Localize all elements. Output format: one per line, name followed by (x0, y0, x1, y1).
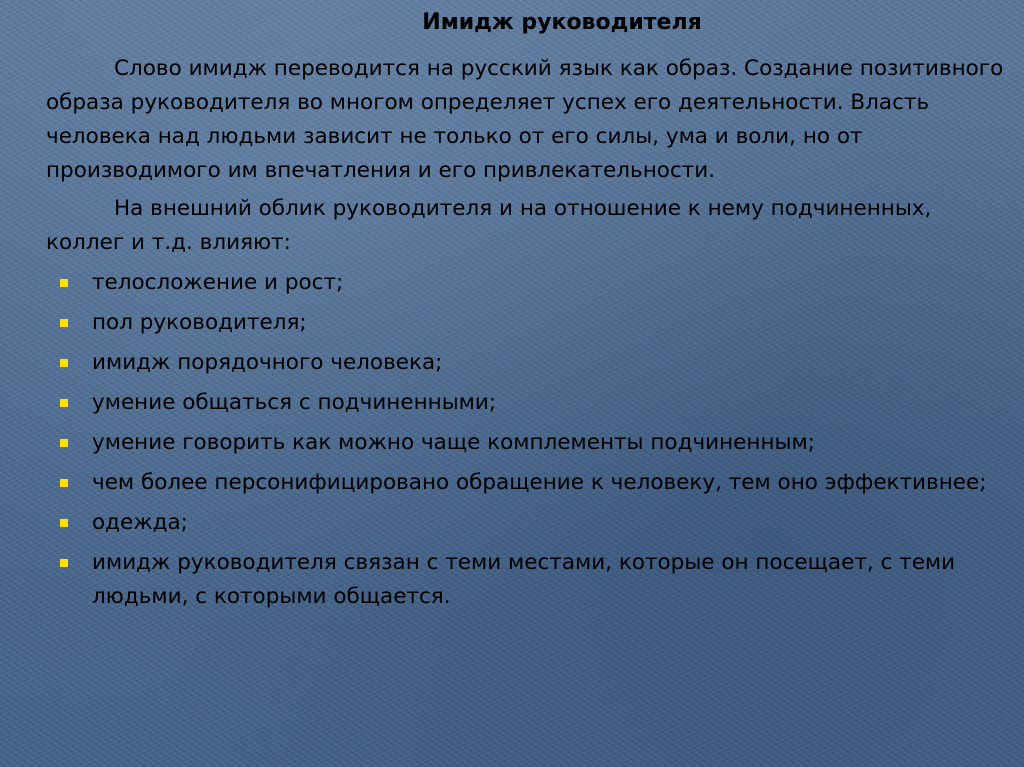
square-bullet-icon (60, 399, 68, 407)
list-item (46, 386, 1014, 420)
influence-paragraph: На внешний облик руководителя и на отношение к нему подчиненных, коллег и т.д. влияют: (46, 196, 932, 255)
list-item-text: пол руководителя; (92, 310, 307, 335)
list-item-text: имидж руководителя связан с теми местами, которые он посещает, с теми людьми, с которыми общается. (92, 550, 956, 609)
square-bullet-icon (60, 519, 68, 527)
list-item (46, 546, 1014, 614)
list-item-text: телосложение и рост; (92, 270, 344, 295)
square-bullet-icon (60, 479, 68, 487)
list-item (46, 426, 1014, 460)
slide-title: Имидж руководителя (422, 10, 702, 35)
list-item (46, 306, 1014, 340)
square-bullet-icon (60, 279, 68, 287)
slide-body (46, 52, 1014, 620)
list-item-text: одежда; (92, 510, 188, 535)
square-bullet-icon (60, 359, 68, 367)
square-bullet-icon (60, 559, 68, 567)
list-item-text: умение общаться с подчиненными; (92, 390, 497, 415)
list-item-text: умение говорить как можно чаще комплементы подчиненным; (92, 430, 815, 455)
list-item (46, 466, 1014, 500)
list-item (46, 266, 1014, 300)
list-item-text: имидж порядочного человека; (92, 350, 443, 375)
factor-list (46, 266, 1014, 614)
square-bullet-icon (60, 439, 68, 447)
list-item-text: чем более персонифицировано обращение к человеку, тем оно эффективнее; (92, 470, 987, 495)
square-bullet-icon (60, 319, 68, 327)
list-item (46, 506, 1014, 540)
list-item (46, 346, 1014, 380)
intro-paragraph: Слово имидж переводится на русский язык как образ. Создание позитивного образа руководителя во многом определяет успех его деятельности. Власть человека над людьми зависит не только от его силы, ума и воли, но от производимого им впечатления и его привлекательности. (46, 56, 1004, 183)
